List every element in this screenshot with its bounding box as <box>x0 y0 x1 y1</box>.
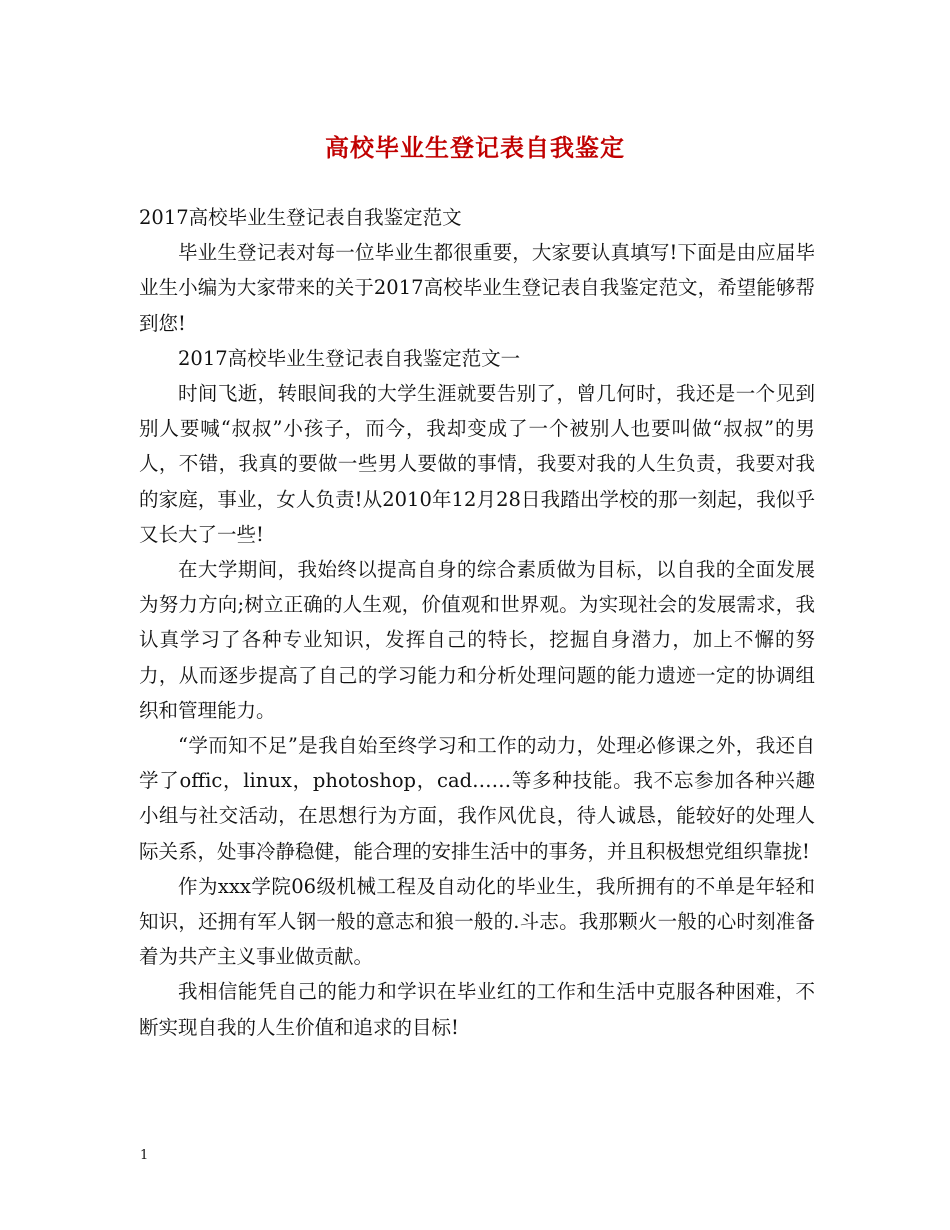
page-number: 1 <box>140 1148 149 1163</box>
document-body <box>139 200 815 1045</box>
subtitle-line: 2017高校毕业生登记表自我鉴定范文 <box>139 206 462 229</box>
paragraph: 我相信能凭自己的能力和学识在毕业红的工作和生活中克服各种困难，不断实现自我的人生价值和追求的目标! <box>139 980 815 1039</box>
document-title: 高校毕业生登记表自我鉴定 <box>325 133 625 162</box>
paragraph: 在大学期间，我始终以提高自身的综合素质做为目标，以自我的全面发展为努力方向;树立正确的人生观，价值观和世界观。为实现社会的发展需求，我认真学习了各种专业知识，发挥自己的特长，挖掘自身潜力，加上不懈的努力，从而逐步提高了自己的学习能力和分析处理问题的能力遗迹一定的协调组织和管理能力。 <box>139 558 815 722</box>
paragraph: 时间飞逝，转眼间我的大学生涯就要告别了，曾几何时，我还是一个见到别人要喊“叔叔”小孩子，而今，我却变成了一个被别人也要叫做“叔叔”的男人，不错，我真的要做一些男人要做的事情，我要对我的人生负责，我要对我的家庭，事业，女人负责!从2010年12月28日我踏出学校的那一刻起，我似乎又长大了一些! <box>139 382 815 546</box>
paragraph: “学而知不足”是我自始至终学习和工作的动力，处理必修课之外，我还自学了offic，linux，photoshop，cad……等多种技能。我不忘参加各种兴趣小组与社交活动，在思想行为方面，我作风优良，待人诚恳，能较好的处理人际关系，处事冷静稳健，能合理的安排生活中的事务，并且积极想党组织靠拢! <box>139 734 815 863</box>
section-heading: 2017高校毕业生登记表自我鉴定范文一 <box>178 346 521 370</box>
paragraph: 毕业生登记表对每一位毕业生都很重要，大家要认真填写!下面是由应届毕业生小编为大家带来的关于2017高校毕业生登记表自我鉴定范文，希望能够帮到您! <box>139 241 815 335</box>
paragraph: 作为xxx学院06级机械工程及自动化的毕业生，我所拥有的不单是年轻和知识，还拥有军人钢一般的意志和狼一般的.斗志。我那颗火一般的心时刻准备着为共产主义事业做贡献。 <box>139 874 815 969</box>
